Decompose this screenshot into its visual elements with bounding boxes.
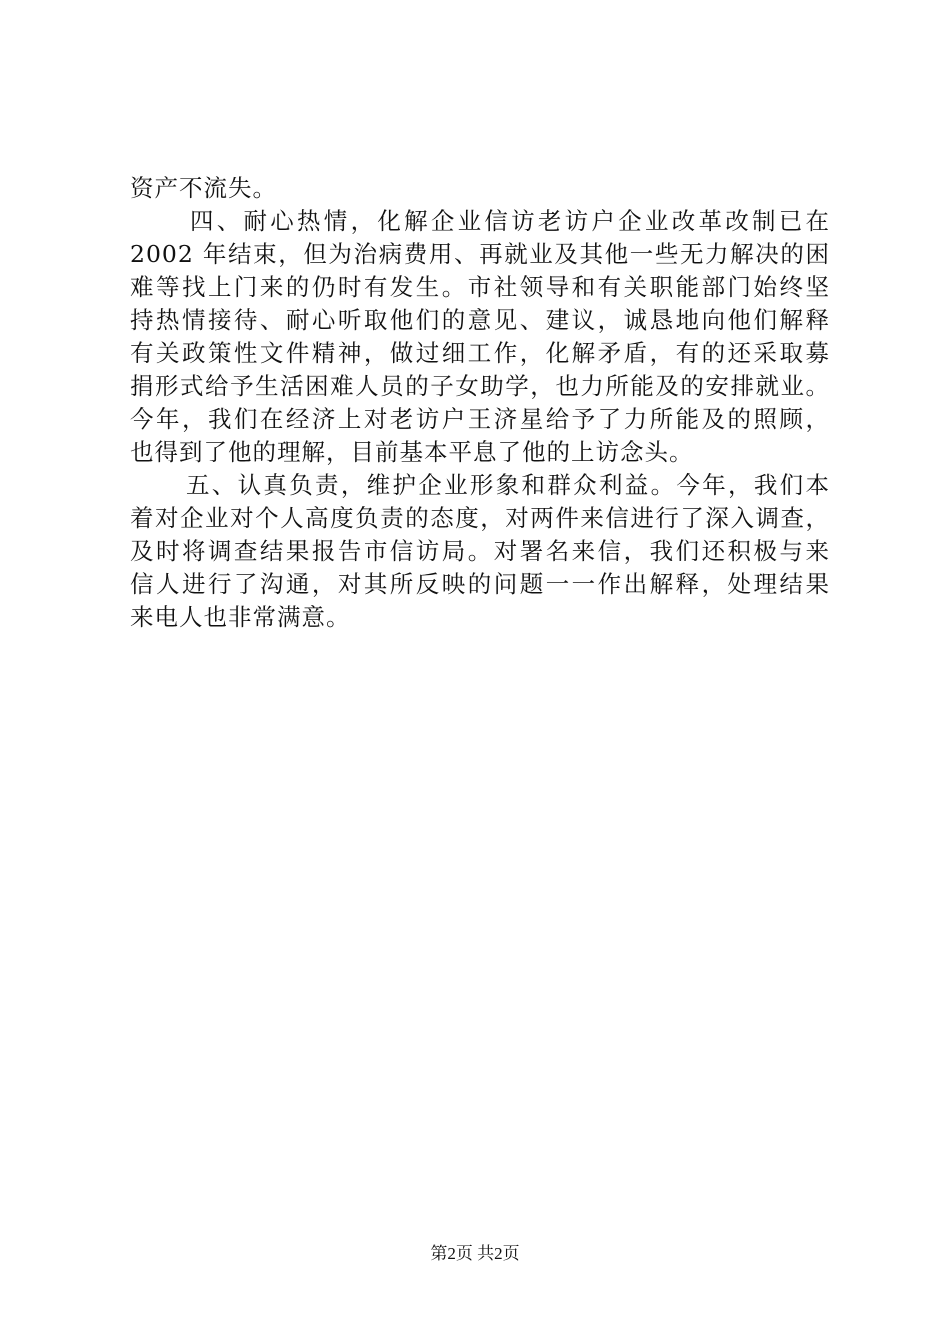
text-line: 及时将调查结果报告市信访局。对署名来信，我们还积极与来: [130, 537, 830, 565]
document-body: [130, 172, 830, 634]
text-line: 来电人也非常满意。: [130, 603, 351, 631]
text-line: 资产不流失。: [130, 174, 277, 202]
text-line: 也得到了他的理解，目前基本平息了他的上访念头。: [130, 438, 694, 466]
text-line: 信人进行了沟通，对其所反映的问题一一作出解释，处理结果: [130, 570, 830, 598]
text-line: 五、认真负责，维护企业形象和群众利益。今年，我们本: [186, 471, 830, 499]
paragraph-2: [130, 205, 830, 469]
text-line: 持热情接待、耐心听取他们的意见、建议，诚恳地向他们解释: [130, 306, 830, 334]
text-line: 捐形式给予生活困难人员的子女助学，也力所能及的安排就业。: [130, 372, 830, 400]
text-line: 难等找上门来的仍时有发生。市社领导和有关职能部门始终坚: [130, 273, 830, 301]
paragraph-3: [130, 469, 830, 634]
paragraph-1: [130, 172, 830, 205]
text-line: 今年，我们在经济上对老访户王济星给予了力所能及的照顾，: [130, 405, 830, 433]
text-line: 四、耐心热情，化解企业信访老访户企业改革改制已在: [190, 207, 830, 235]
text-line: 着对企业对个人高度负责的态度，对两件来信进行了深入调查，: [130, 504, 830, 532]
text-line: 2002 年结束，但为治病费用、再就业及其他一些无力解决的困: [130, 240, 830, 268]
text-line: 有关政策性文件精神，做过细工作，化解矛盾，有的还采取募: [130, 339, 830, 367]
page-number-footer: 第2页 共2页: [430, 1244, 520, 1263]
